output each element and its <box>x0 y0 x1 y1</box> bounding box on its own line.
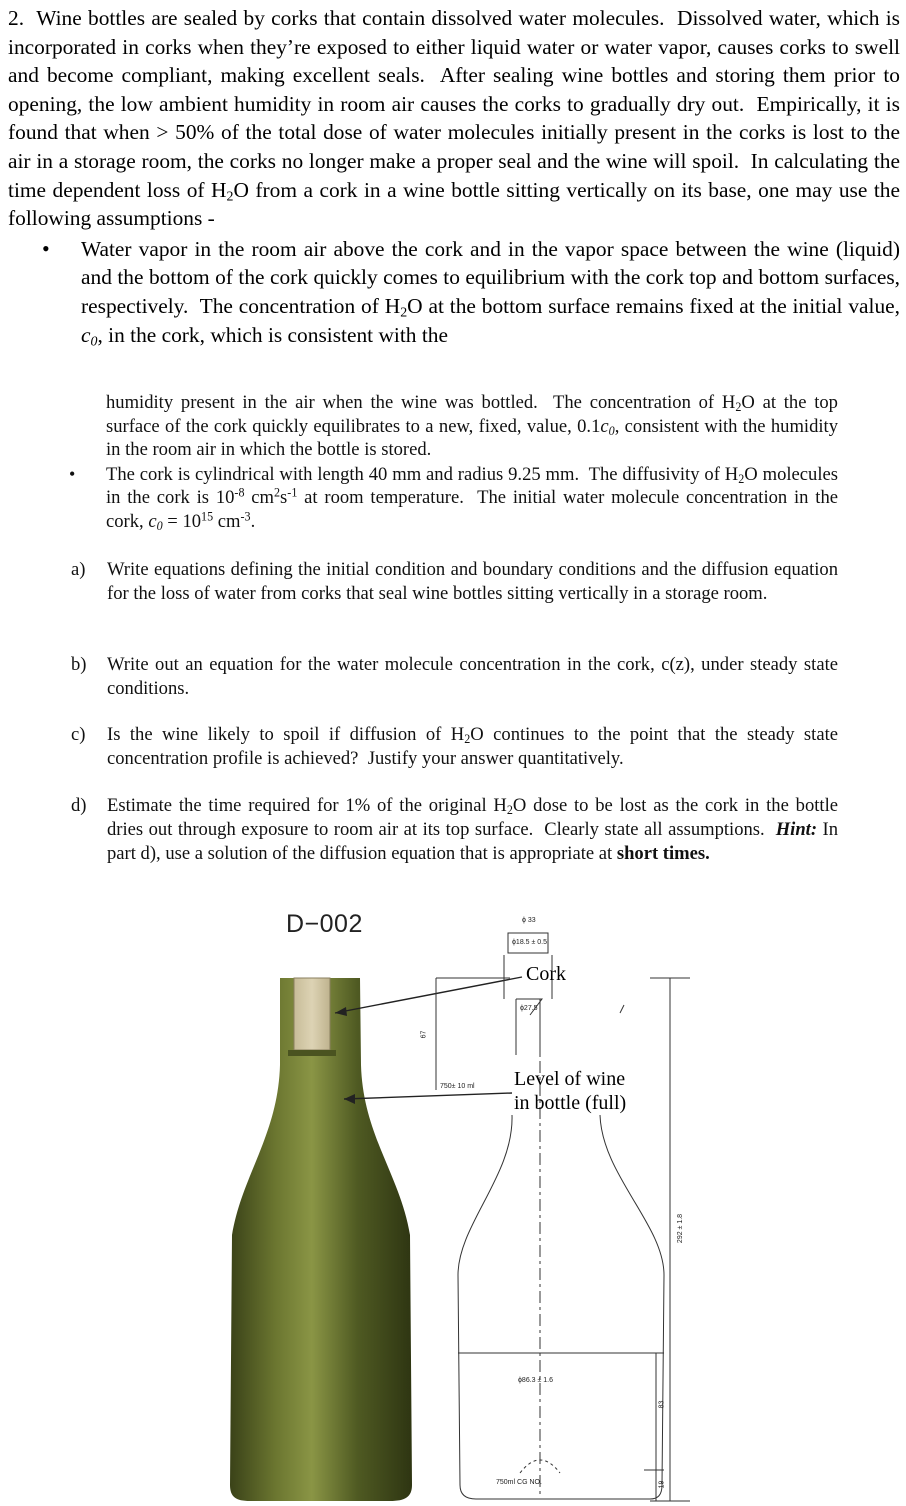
dim-height: 292 ± 1.8 <box>677 1213 685 1244</box>
wine-level-label <box>514 1067 626 1115</box>
question-text: Write equations defining the initial condition and boundary conditions and the diffusion equation for the loss of water from corks that seal wine bottles sitting vertically in a storage room. <box>107 559 838 604</box>
question-d <box>71 794 838 866</box>
question-label: d) <box>71 795 87 816</box>
question-label: b) <box>71 654 87 675</box>
wine-level-label-line1: Level of wine <box>514 1068 626 1090</box>
bottle-figure <box>230 905 710 1505</box>
level-arrow <box>344 1093 512 1099</box>
base-mark: 750ml CG NO. <box>496 1479 542 1486</box>
assumption-list <box>8 235 900 349</box>
cork-shape <box>294 978 330 1050</box>
dim-neck: ϕ18.5 ± 0.5 <box>512 939 548 946</box>
green-bottle <box>230 978 412 1501</box>
dim-bore: ϕ27.5 <box>520 1005 538 1012</box>
question-text: Is the wine likely to spoil if diffusion of $H_2O$ continues to the point that the steady state concentration profile is achieved? Justify your answer quantitatively. <box>107 724 839 769</box>
question-label: c) <box>71 724 86 745</box>
bottle-drawing <box>230 905 710 1505</box>
assumption1-text: Water vapor in the room air above the cork and in the vapor space between the wine (liquid) and the bottom of the cork quickly comes to equilibrium with the cork top and bottom surfaces, respectively. The concentration of $H_2O$ at the bottom surface remains fixed at the initial value, $c_0$, in the cork, which is consistent with the <box>81 236 900 349</box>
question-b <box>71 653 838 701</box>
question-text: Estimate the time required for 1% of the original $H_2O$ dose to be lost as the cork in the bottle dries out through exposure to room air at its top surface. Clearly state all assumptions. Hint: In part d), use a solution of the diffusion equation that is appropriate at short times. <box>107 795 839 864</box>
technical-outline <box>436 933 690 1501</box>
cork-label: Cork <box>526 963 566 985</box>
problem-intro: 2. Wine bottles are sealed by corks that contain dissolved water molecules. Dissolved water, which is incorporated in corks when they’re exposed to either liquid water or water vapor, causes corks to swell and become compliant, making excellent seals. After sealing wine bottles and storing them prior to opening, the low ambient humidity in room air causes the corks to gradually dry out. Empirically, it is found that when > 50% of the total dose of water molecules initially present in the corks is lost to the air in a storage room, the corks no longer make a proper seal and the wine will spoil. In calculating the time dependent loss of $H_2O$ from a cork in a wine bottle sitting vertically on its base, one may use the following assumptions - <box>8 6 900 231</box>
assumption-item <box>8 235 900 349</box>
dim-67: 67 <box>420 1030 428 1039</box>
cork-arrow <box>335 977 522 1013</box>
question-a <box>71 558 838 606</box>
dim-83: 83 <box>658 1400 666 1409</box>
question-text: Write out an equation for the water molecule concentration in the cork, c(z), under steady state conditions. <box>107 654 838 699</box>
problem-statement <box>8 4 900 349</box>
model-code: D−002 <box>286 910 363 938</box>
wine-level-label-line2: in bottle (full) <box>514 1092 627 1114</box>
dim-19: 19 <box>658 1480 666 1489</box>
dim-top: ϕ 33 <box>522 917 536 924</box>
question-c <box>71 723 838 771</box>
bullet-icon: • <box>69 463 76 484</box>
volume-label: 750± 10 ml <box>440 1083 475 1090</box>
assumptions-continued <box>69 391 838 534</box>
assumption2-text: • The cork is cylindrical with length 40 mm and radius 9.25 mm. The diffusivity of $H_2O$ molecules in the cork is $10^{-8}$ $cm^2s^{-1}$ at room temperature. The initial water molecule concentration in the cork, $c_0 = 10^{15}$ $cm^{-3}$. <box>69 463 838 533</box>
assumption1-continued: humidity present in the air when the wine was bottled. The concentration of $H_2O$ at the top surface of the cork quickly equilibrates to a new, fixed, value, $0.1c_0$, consistent with the humidity in the room air in which the bottle is stored. <box>106 392 838 461</box>
question-label: a) <box>71 559 86 580</box>
bullet-icon: • <box>42 235 50 261</box>
dim-base: ϕ86.3 ± 1.6 <box>518 1377 554 1384</box>
